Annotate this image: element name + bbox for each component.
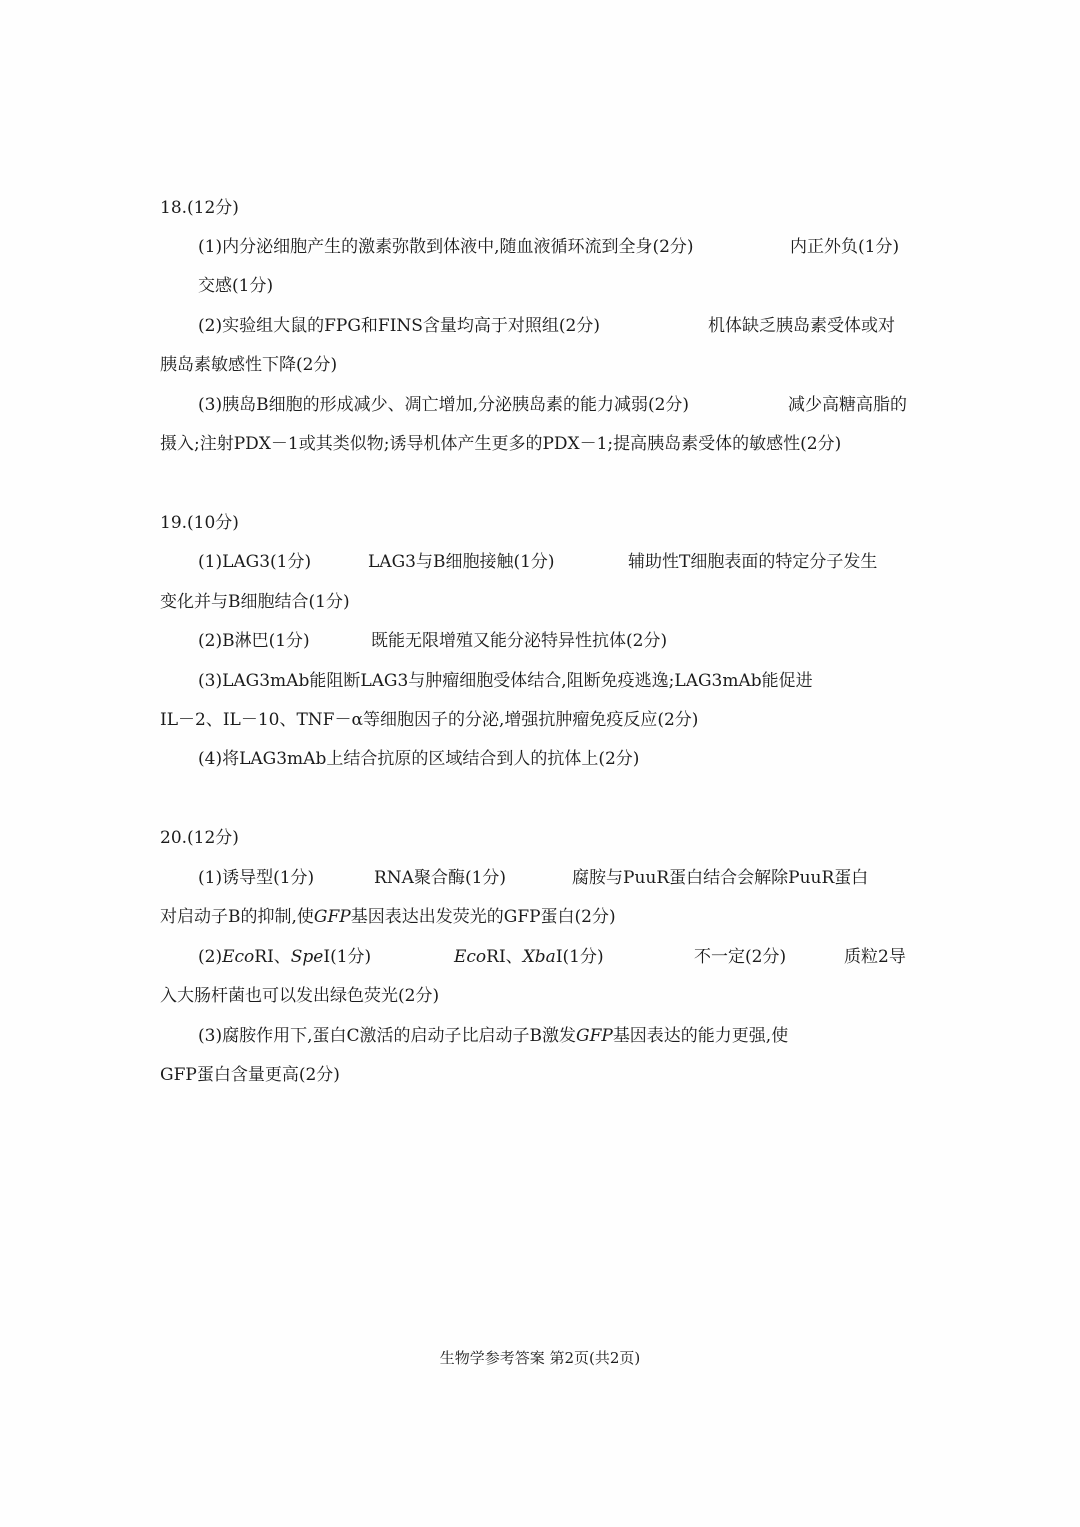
q20-p2-b-mid: RⅠ、 xyxy=(486,947,523,967)
q20-p3-answer-a3: 基因表达的能力更强,使 xyxy=(612,1026,789,1046)
q20-p2-answer-b xyxy=(454,945,604,969)
q20-p2-answer-c: 不一定(2分) xyxy=(694,947,787,967)
q20-p2-answer-d: 质粒2导 xyxy=(844,947,906,967)
q19-heading: 19.(10分) xyxy=(160,513,239,533)
q19-p2-answer-a: (2)B淋巴(1分) xyxy=(198,631,310,651)
q20-p2-enzyme-xba: Xba xyxy=(522,947,556,967)
q20-p1-answer-d3: 基因表达出发荧光的GFP蛋白(2分) xyxy=(350,907,616,927)
q20-p3-answer-a1: (3)腐胺作用下,蛋白C激活的启动子比启动子B激发 xyxy=(198,1026,576,1046)
q20-p2-answer-a xyxy=(198,945,371,969)
q18-p3-answer-c: 摄入;注射PDX－1或其类似物;诱导机体产生更多的PDX－1;提高胰岛素受体的敏感性(2分) xyxy=(160,434,842,454)
q19-p1-answer-c: 辅助性T细胞表面的特定分子发生 xyxy=(628,552,878,572)
q20-p2-a-mid: RⅠ、 xyxy=(254,947,291,967)
q20-p3-line1 xyxy=(198,1024,788,1048)
q19-p4-answer-a: (4)将LAG3mAb上结合抗原的区域结合到人的抗体上(2分) xyxy=(198,749,640,769)
q20-p1-answer-b: RNA聚合酶(1分) xyxy=(374,868,507,888)
q20-p1-line2 xyxy=(160,905,616,929)
q19-p2-answer-b: 既能无限增殖又能分泌特异性抗体(2分) xyxy=(371,631,668,651)
q20-p1-gene-gfp: GFP xyxy=(313,907,351,927)
q20-p2-b-end: Ⅰ(1分) xyxy=(555,947,604,967)
q18-p2-answer-a: (2)实验组大鼠的FPG和FINS含量均高于对照组(2分) xyxy=(198,316,601,336)
q18-p1-answer-c: 交感(1分) xyxy=(198,276,274,296)
q18-heading: 18.(12分) xyxy=(160,198,239,218)
q20-p2-enzyme-spe: Spe xyxy=(290,947,324,967)
page-footer: 生物学参考答案 第2页(共2页) xyxy=(439,1349,641,1367)
q20-p2-a-end: Ⅰ(1分) xyxy=(323,947,372,967)
q20-p1-answer-c: 腐胺与PuuR蛋白结合会解除PuuR蛋白 xyxy=(572,868,869,888)
q18-p2-answer-c: 胰岛素敏感性下降(2分) xyxy=(160,355,338,375)
q20-p1-answer-d1: 对启动子B的抑制,使 xyxy=(160,907,314,927)
q20-heading: 20.(12分) xyxy=(160,828,239,848)
q18-p3-answer-b: 减少高糖高脂的 xyxy=(788,395,907,415)
q20-p2-answer-e: 入大肠杆菌也可以发出绿色荧光(2分) xyxy=(160,986,440,1006)
q20-p2-enzyme-eco: Eco xyxy=(222,947,255,967)
q20-p2-a-num: (2) xyxy=(198,947,223,967)
q20-p1-answer-a: (1)诱导型(1分) xyxy=(198,868,315,888)
q19-p1-answer-d: 变化并与B细胞结合(1分) xyxy=(160,592,350,612)
q18-p3-answer-a: (3)胰岛B细胞的形成减少、凋亡增加,分泌胰岛素的能力减弱(2分) xyxy=(198,395,690,415)
q20-p2-enzyme-eco-2: Eco xyxy=(454,947,487,967)
q20-p3-answer-b: GFP蛋白含量更高(2分) xyxy=(160,1065,340,1085)
q18-p1-answer-b: 内正外负(1分) xyxy=(790,237,900,257)
q18-p1-answer-a: (1)内分泌细胞产生的激素弥散到体液中,随血液循环流到全身(2分) xyxy=(198,237,694,257)
q19-p1-answer-b: LAG3与B细胞接触(1分) xyxy=(368,552,555,572)
q20-p3-gene-gfp: GFP xyxy=(575,1026,613,1046)
q19-p1-answer-a: (1)LAG3(1分) xyxy=(198,552,312,572)
q18-p2-answer-b: 机体缺乏胰岛素受体或对 xyxy=(708,316,895,336)
q19-p3-answer-b: IL－2、IL－10、TNF－α等细胞因子的分泌,增强抗肿瘤免疫反应(2分) xyxy=(160,710,699,730)
q19-p3-answer-a: (3)LAG3mAb能阻断LAG3与肿瘤细胞受体结合,阻断免疫逃逸;LAG3mAb能促进 xyxy=(198,671,813,691)
